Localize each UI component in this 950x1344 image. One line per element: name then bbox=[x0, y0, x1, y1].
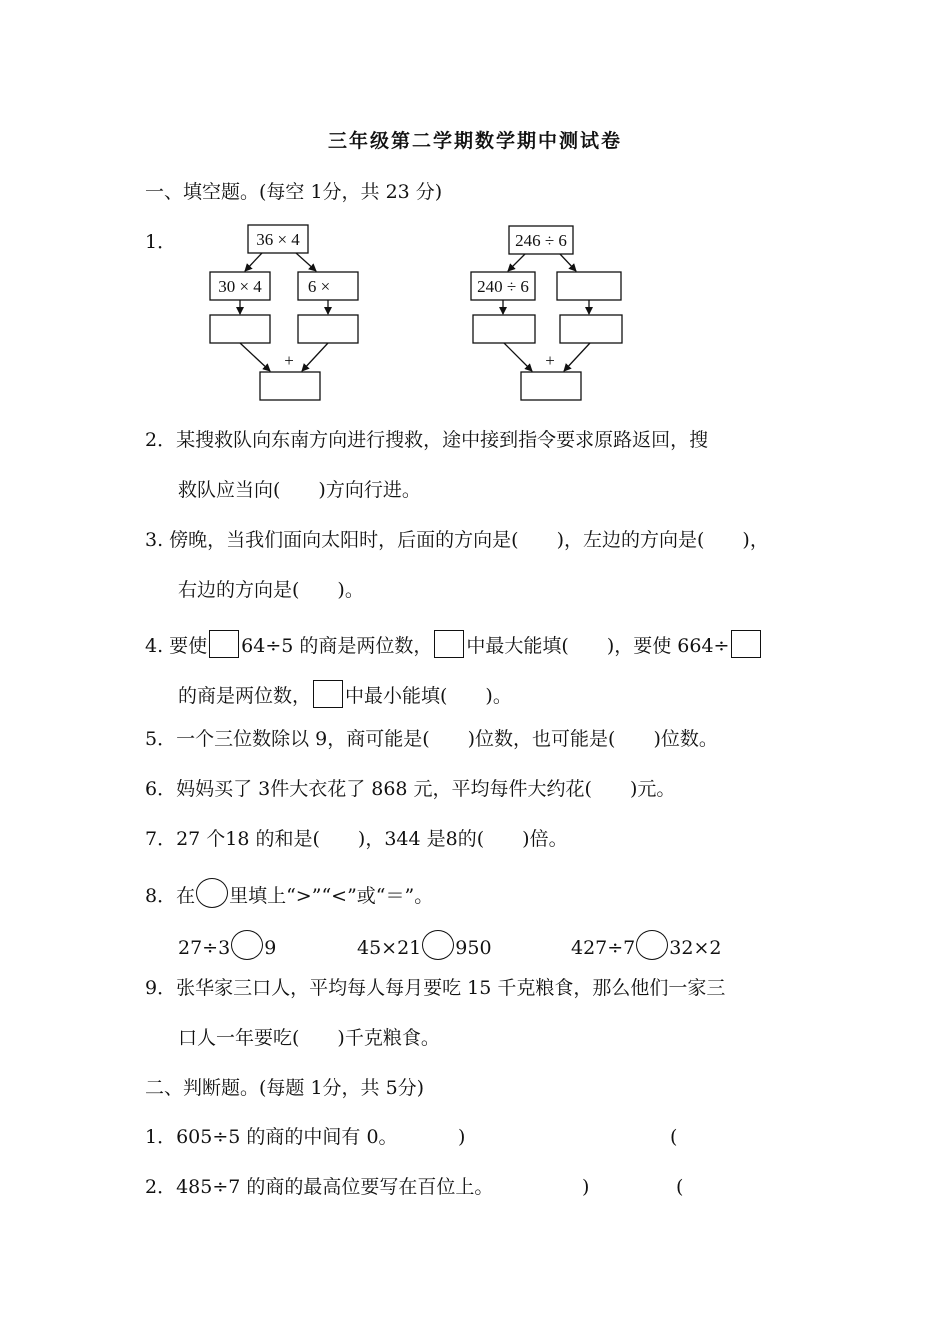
question-9-line-1: 9．张华家三口人，平均每人每月要吃 15 千克粮食，那么他们一家三 bbox=[145, 977, 726, 999]
q4-blank-square-4 bbox=[313, 680, 343, 708]
right-b-answer-box[interactable] bbox=[557, 272, 621, 300]
q8-example-circle bbox=[196, 878, 228, 908]
section-judgement-heading: 二、判断题。(每题 1分，共 5分) bbox=[145, 1077, 425, 1099]
judgement-2-open-paren[interactable]: ( bbox=[676, 1176, 684, 1198]
page-title: 三年级第二学期数学期中测试卷 bbox=[327, 130, 622, 152]
left-a-label: 30 × 4 bbox=[218, 277, 262, 296]
q8-e2-circle[interactable] bbox=[422, 930, 454, 960]
q8-expression-2 bbox=[357, 930, 492, 960]
question-8-line-1 bbox=[145, 878, 433, 908]
q4-part-2: 64÷5 的商是两位数， bbox=[241, 635, 433, 657]
judgement-1-open-paren[interactable]: ( bbox=[670, 1126, 678, 1148]
judgement-1-text: 1．605÷5 的商的中间有 0。 bbox=[145, 1126, 398, 1148]
question-3-line-2: 右边的方向是( )。 bbox=[178, 579, 364, 601]
q4-blank-square-1[interactable] bbox=[209, 630, 239, 658]
q8-e3-right: 32×2 bbox=[669, 937, 722, 959]
q4-part-5: 中最小能填( )。 bbox=[345, 685, 512, 707]
q8-expression-3 bbox=[571, 930, 721, 960]
q4-blank-square-2 bbox=[434, 630, 464, 658]
left-b-label: 6 × bbox=[307, 277, 331, 296]
q8-e1-left: 27÷3 bbox=[178, 937, 231, 959]
question-9-line-2: 口人一年要吃( )千克粮食。 bbox=[178, 1027, 440, 1049]
q4-part-4: 的商是两位数， bbox=[178, 685, 312, 707]
question-2-line-2: 救队应当向( )方向行进。 bbox=[178, 479, 421, 501]
q8-e1-right: 9 bbox=[264, 937, 277, 959]
q8-e2-left: 45×21 bbox=[357, 937, 422, 959]
q8-e2-right: 950 bbox=[455, 937, 492, 959]
q8-expression-1 bbox=[178, 930, 276, 960]
left-top-label: 36 × 4 bbox=[256, 230, 300, 249]
question-7: 7．27 个18 的和是( )，344 是8的( )倍。 bbox=[145, 828, 568, 850]
right-a-label: 240 ÷ 6 bbox=[477, 277, 529, 296]
question-3-line-1: 3. 傍晚，当我们面向太阳时，后面的方向是( )，左边的方向是( )， bbox=[145, 529, 769, 551]
question-2-line-1: 2．某搜救队向东南方向进行搜救，途中接到指令要求原路返回，搜 bbox=[145, 429, 709, 451]
left-b-answer-box[interactable] bbox=[298, 315, 358, 343]
q4-part-1: 4. 要使 bbox=[145, 635, 208, 657]
q8-e1-circle[interactable] bbox=[231, 930, 263, 960]
question-5: 5．一个三位数除以 9，商可能是( )位数，也可能是( )位数。 bbox=[145, 728, 718, 750]
right-b-second-answer-box[interactable] bbox=[560, 315, 622, 343]
q4-blank-square-3[interactable] bbox=[731, 630, 761, 658]
q4-part-3: 中最大能填( )，要使 664÷ bbox=[466, 635, 730, 657]
section-fill-blank-heading: 一、填空题。(每空 1分，共 23 分) bbox=[145, 181, 443, 203]
question-1-number: 1． bbox=[145, 231, 177, 253]
question-4-line-2 bbox=[178, 680, 512, 708]
q8-part-1: 8．在 bbox=[145, 885, 196, 907]
q8-part-2: 里填上“>”“<”或“＝”。 bbox=[229, 885, 434, 907]
left-plus-sign: + bbox=[284, 351, 294, 370]
judgement-2-close-paren: ) bbox=[582, 1176, 590, 1198]
question-6: 6．妈妈买了 3件大衣花了 868 元，平均每件大约花( )元。 bbox=[145, 778, 676, 800]
q8-e3-circle[interactable] bbox=[636, 930, 668, 960]
right-top-label: 246 ÷ 6 bbox=[515, 231, 567, 250]
judgement-2-text: 2．485÷7 的商的最高位要写在百位上。 bbox=[145, 1176, 494, 1198]
right-plus-sign: + bbox=[545, 351, 555, 370]
question-4-line-1 bbox=[145, 630, 763, 658]
left-sum-answer-box[interactable] bbox=[260, 372, 320, 400]
q8-e3-left: 427÷7 bbox=[571, 937, 636, 959]
right-sum-answer-box[interactable] bbox=[521, 372, 581, 400]
judgement-1-close-paren: ) bbox=[458, 1126, 466, 1148]
right-a-answer-box[interactable] bbox=[473, 315, 535, 343]
left-a-answer-box[interactable] bbox=[210, 315, 270, 343]
